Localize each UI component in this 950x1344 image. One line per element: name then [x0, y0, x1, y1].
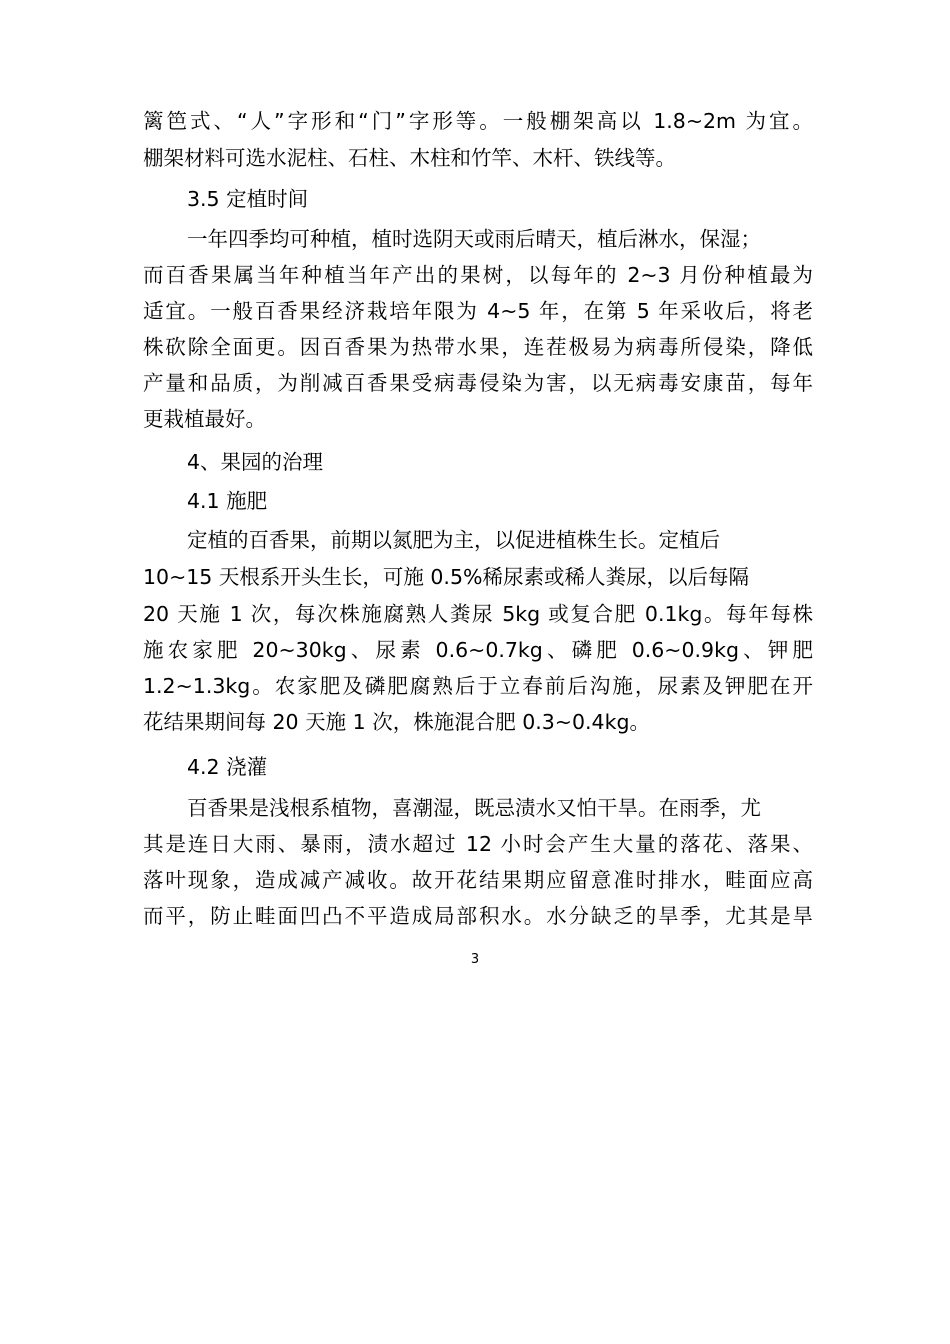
- section-heading: 3.5 定植时间: [187, 187, 309, 211]
- body-text-line: 而百香果属当年种植当年产出的果树，以每年的 2~3 月份种植最为: [143, 263, 813, 287]
- body-text-line: 定植的百香果，前期以氮肥为主，以促进植株生长。定植后: [187, 528, 720, 552]
- body-text-line: 一年四季均可种植，植时选阴天或雨后晴天，植后淋水，保湿；: [187, 227, 761, 251]
- section-heading: 4.2 浇灌: [187, 755, 268, 779]
- page-number: 3: [470, 952, 480, 967]
- body-text-line: 花结果期间每 20 天施 1 次，株施混合肥 0.3~0.4kg。: [143, 710, 650, 734]
- body-text-line: 落叶现象，造成减产减收。故开花结果期应留意准时排水，畦面应高: [143, 868, 813, 892]
- body-text-line: 更栽植最好。: [143, 407, 266, 431]
- section-heading: 4.1 施肥: [187, 489, 268, 513]
- body-text-line: 其是连日大雨、暴雨，渍水超过 12 小时会产生大量的落花、落果、: [143, 832, 813, 856]
- body-text-line: 1.2~1.3kg。农家肥及磷肥腐熟后于立春前后沟施，尿素及钾肥在开: [143, 674, 813, 698]
- body-text-line: 篱笆式、“人”字形和“门”字形等。一般棚架高以 1.8~2m 为宜。: [143, 109, 813, 133]
- body-text-line: 株砍除全面更。因百香果为热带水果，连茬极易为病毒所侵染，降低: [143, 335, 813, 359]
- section-heading: 4、果园的治理: [187, 450, 324, 474]
- body-text-line: 10~15 天根系开头生长，可施 0.5%稀尿素或稀人粪尿，以后每隔: [143, 565, 749, 589]
- body-text-line: 20 天施 1 次，每次株施腐熟人粪尿 5kg 或复合肥 0.1kg。每年每株: [143, 602, 813, 626]
- body-text-line: 产量和品质，为削减百香果受病毒侵染为害，以无病毒安康苗，每年: [143, 371, 813, 395]
- body-text-line: 施农家肥 20~30kg、尿素 0.6~0.7kg、磷肥 0.6~0.9kg、钾肥: [143, 638, 813, 662]
- body-text-line: 棚架材料可选水泥柱、石柱、木柱和竹竿、木杆、铁线等。: [143, 146, 676, 170]
- body-text-line: 百香果是浅根系植物，喜潮湿，既忌渍水又怕干旱。在雨季，尤: [187, 796, 761, 820]
- body-text-line: 而平，防止畦面凹凸不平造成局部积水。水分缺乏的旱季，尤其是旱: [143, 904, 813, 928]
- body-text-line: 适宜。一般百香果经济栽培年限为 4~5 年，在第 5 年采收后，将老: [143, 299, 813, 323]
